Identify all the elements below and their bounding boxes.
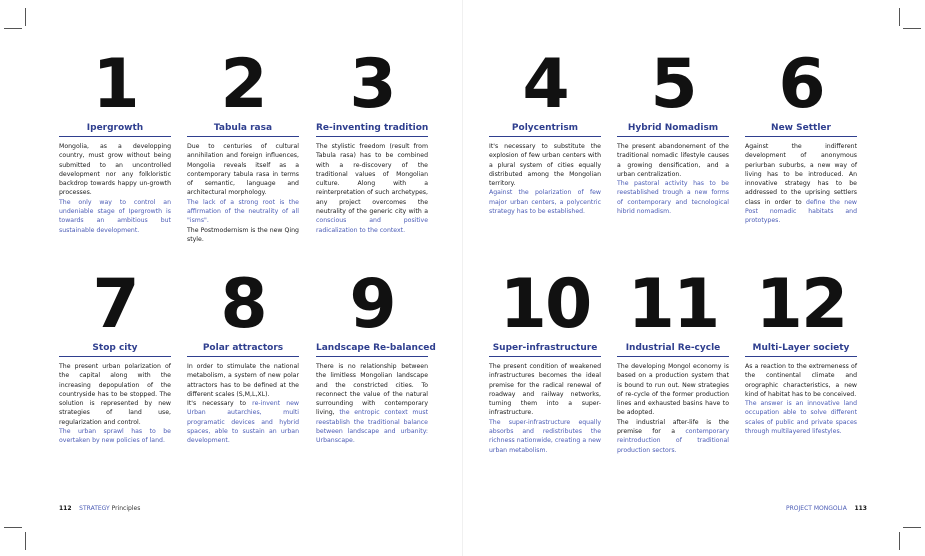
principle-title: Hybrid Nomadism: [617, 122, 729, 137]
principle-body: [489, 142, 601, 216]
highlight-text: The urban sprawl has to be overtaken by new policies of land.: [59, 428, 171, 445]
principle-column: [59, 45, 171, 235]
paragraph-text: Mongolia, as a developping country, must grow without being submitted to an uncontrolled development nor any folkloristic backdrop towards happy un-growth processes.: [59, 143, 171, 197]
principle-body: [489, 362, 601, 455]
crop-mark-top-right-v: [899, 8, 900, 26]
highlight-text: the entropic context must reestablish the traditional balance between landscape and urbanity: Urbanscape.: [316, 409, 428, 445]
principle-paragraph: [59, 198, 171, 235]
principle-title: Landscape Re-balanced: [316, 342, 428, 357]
paragraph-text: It's necessary to substitute the explosion of few urban centers with a plural system of cities equally distributed among the Mongolian territory.: [489, 143, 601, 188]
paragraph-text: As a reaction to the extremeness of the continental climate and orographic characteristics, a new kind of habitat has to be conceived.: [745, 363, 857, 398]
page-number-right: 113: [854, 505, 867, 512]
paragraph-text: The stylistic freedom (result from Tabula rasa) has to be combined with a re-discovery of the traditional values of Mongolian culture. Along with a reinterpretation of such archetypes, any project overcomes the neutrality of the generic city with a: [316, 143, 428, 216]
crop-mark-bottom-left-v: [25, 532, 26, 550]
principle-paragraph: [316, 142, 428, 235]
principle-paragraph: [187, 198, 299, 226]
principle-paragraph: [745, 399, 857, 436]
paragraph-text: Against the indifferent development of anonymous periurban suburbs, a new way of living has to be introduced. An innovative strategy has to be addressed to the uprising settlers class in order to: [745, 143, 857, 206]
principle-column: [489, 45, 601, 216]
highlight-text: conscious and positive radicalization to the context.: [316, 217, 428, 234]
highlight-text: contemporary reintroduction of traditional production sectors.: [617, 428, 729, 454]
principle-number: 7: [92, 265, 138, 344]
principle-body: [316, 142, 428, 235]
paragraph-text: The present condition of weakened infrastructures becomes the ideal premise for the radical renewal of roadway and railway networks, turning them into a super-infrastructure.: [489, 363, 601, 417]
principle-number: 6: [778, 45, 824, 124]
paragraph-text: The Postmodernism is the new Qing style.: [187, 226, 299, 243]
crop-mark-top-right-h: [903, 28, 921, 29]
principle-paragraph: [59, 362, 171, 427]
principle-body: [745, 362, 857, 436]
principle-number: 8: [220, 265, 266, 344]
principle-number: 9: [349, 265, 395, 344]
principle-paragraph: [745, 362, 857, 399]
principle-number: 4: [522, 45, 568, 124]
highlight-text: Against the polarization of few major urban centers, a polycentric strategy has to be established.: [489, 189, 601, 216]
principle-paragraph: [59, 142, 171, 198]
principle-number: 12: [755, 265, 847, 344]
principle-paragraph: [489, 418, 601, 455]
principle-title: Industrial Re-cycle: [617, 342, 729, 357]
principle-body: [59, 142, 171, 235]
principle-title: New Settler: [745, 122, 857, 137]
crop-mark-bottom-right-h: [903, 527, 921, 528]
principle-body: [617, 142, 729, 216]
principle-title: Stop city: [59, 342, 171, 357]
principle-body: [745, 142, 857, 226]
crop-mark-top-left-v: [25, 8, 26, 26]
principle-body: [316, 362, 428, 446]
highlight-text: The lack of a strong root is the affirmation of the neutrality of all "isms".: [187, 198, 299, 225]
principle-title: Super-infrastructure: [489, 342, 601, 357]
highlight-text: The answer is an innovative land occupation able to solve different scales of public and private spaces through multilayered lifestyles.: [745, 400, 857, 436]
principle-paragraph: [489, 188, 601, 216]
principle-body: [59, 362, 171, 446]
paragraph-text: The present abandonement of the traditional nomadic lifestyle causes a growing densification, and a urban centralization.: [617, 143, 729, 178]
principle-number: 3: [349, 45, 395, 124]
principle-column: [489, 265, 601, 455]
footer-subsection-left: Principles: [111, 505, 141, 512]
crop-mark-bottom-right-v: [899, 532, 900, 550]
principle-number: 10: [499, 265, 591, 344]
principle-column: [745, 265, 857, 436]
principle-paragraph: [187, 226, 299, 245]
principle-paragraph: [617, 418, 729, 455]
principle-column: [187, 265, 299, 446]
principle-title: Polar attractors: [187, 342, 299, 357]
principle-title: Tabula rasa: [187, 122, 299, 137]
footer-section-left: STRATEGY: [79, 505, 110, 512]
principle-paragraph: [316, 362, 428, 446]
principle-paragraph: [617, 179, 729, 216]
principle-number: 2: [220, 45, 266, 124]
paragraph-text: The present urban polarization of the capital along with the increasing depopulation of the countryside has to be stopped. The solution is represented by new strategies of land use, regularization and control.: [59, 363, 171, 426]
principle-title: Multi-Layer society: [745, 342, 857, 357]
principle-number: 11: [627, 265, 719, 344]
principle-paragraph: [489, 142, 601, 188]
principle-column: [59, 265, 171, 446]
principle-body: [187, 362, 299, 446]
crop-mark-bottom-left-h: [4, 527, 22, 528]
footer-section-right: PROJECT MONGOLIA: [786, 505, 847, 512]
principle-paragraph: [489, 362, 601, 418]
principle-number: 5: [650, 45, 696, 124]
highlight-text: The super-infrastructure equally absorbs and redistributes the richness nationwide, creating a new urban metabolism.: [489, 418, 601, 454]
principle-paragraph: [59, 427, 171, 446]
principle-paragraph: [745, 142, 857, 226]
principle-number: 1: [92, 45, 138, 124]
principle-title: Ipergrowth: [59, 122, 171, 137]
paragraph-text: There is no relationship between the limitless Mongolian landscape and the constricted cities. To reconnect the value of the natural surrounding with contemporary living,: [316, 363, 428, 417]
principle-paragraph: [187, 362, 299, 399]
principle-column: [617, 45, 729, 216]
crop-mark-top-left-h: [4, 28, 22, 29]
principle-title: Re-inventing tradition: [316, 122, 428, 137]
page-gutter: [462, 0, 463, 556]
footer-left: [59, 505, 140, 512]
principle-paragraph: [187, 142, 299, 198]
page-number-left: 112: [59, 505, 72, 512]
paragraph-text: It's necessary to: [187, 400, 253, 408]
principle-body: [617, 362, 729, 455]
principle-column: [316, 265, 436, 446]
principle-column: [187, 45, 299, 244]
principle-body: [187, 142, 299, 244]
principle-column: [617, 265, 729, 455]
highlight-text: define the new Post nomadic habitats and prototypes.: [745, 198, 857, 225]
paragraph-text: In order to stimulate the national metabolism, a system of new polar attractors has to be defined at the different scales (S,M,L,XL).: [187, 363, 299, 398]
principle-title: Polycentrism: [489, 122, 601, 137]
principle-column: [745, 45, 857, 226]
paragraph-text: Due to centuries of cultural annihilation and foreign influences, Mongolia reveals itself as a contemporary tabula rasa in terms of semantic, language and architectural morphology.: [187, 143, 299, 197]
principle-paragraph: [617, 142, 729, 179]
principle-paragraph: [617, 362, 729, 418]
highlight-text: The only way to control an undeniable stage of Ipergrowth is towards an ambitious but sustainable development.: [59, 198, 171, 234]
principle-paragraph: [187, 399, 299, 445]
paragraph-text: The industrial after-life is the premise for a: [617, 418, 729, 436]
highlight-text: re-invent new Urban autarchies, multi programatic devices and hybrid spaces, able to sustain an urban development.: [187, 400, 299, 445]
footer-right: [786, 505, 867, 512]
highlight-text: The pastoral activity has to be reestablished trough a new forms of contemporary and tecnological hibrid nomadism.: [617, 180, 729, 216]
paragraph-text: The developing Mongol economy is based on a production system that is bound to run out. New strategies of re-cycle of the former production lines and exhausted basins have to be adopted.: [617, 363, 729, 417]
principle-column: [316, 45, 429, 235]
